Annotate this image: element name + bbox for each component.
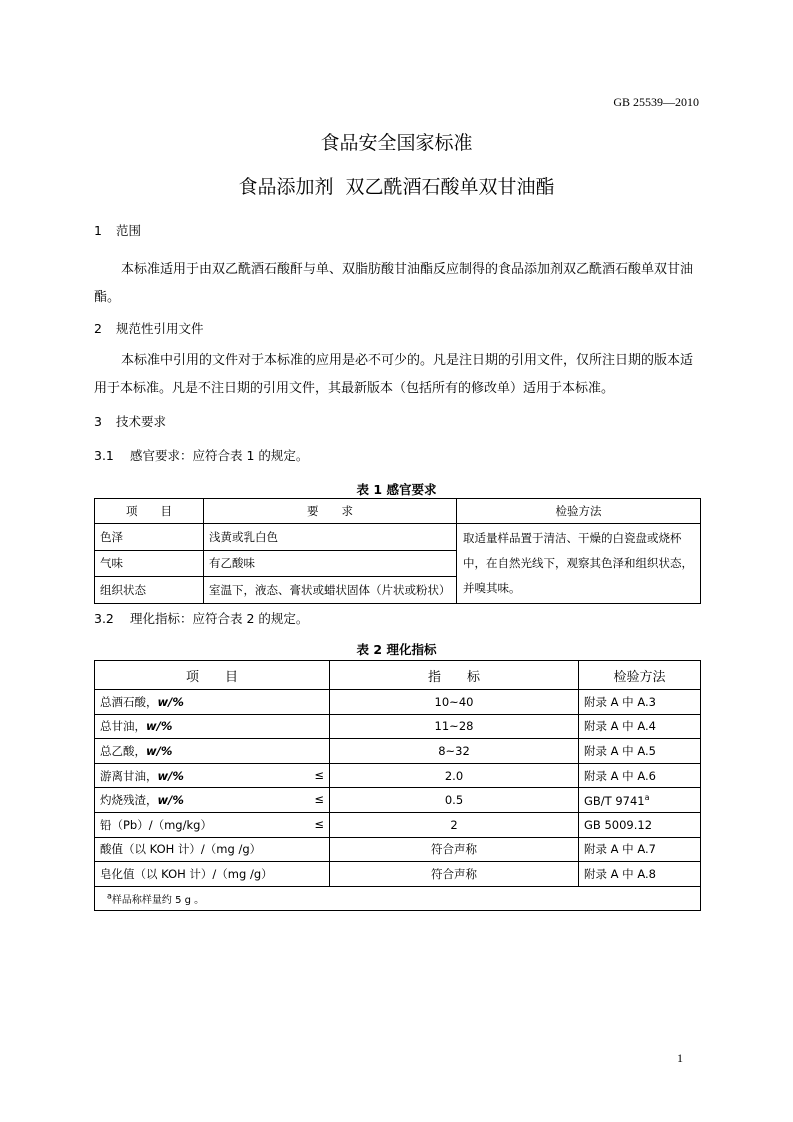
table-cell-method bbox=[579, 862, 701, 887]
item-label: 总甘油， bbox=[100, 719, 146, 734]
page-number: 1 bbox=[677, 1051, 683, 1065]
item-label: 游离甘油， bbox=[100, 768, 158, 783]
method-text: 附录 A 中 A.8 bbox=[584, 866, 656, 881]
table-row bbox=[95, 812, 701, 837]
table-1-caption: 表 1 感官要求 bbox=[356, 482, 437, 497]
section-number: 1 bbox=[94, 223, 102, 238]
table-cell: 有乙酸味 bbox=[204, 550, 457, 577]
table-header-cell: 项 目 bbox=[95, 661, 330, 690]
table-cell-method: 取适量样品置于清洁、干燥的白瓷盘或烧杯中，在自然光线下，观察其色泽和组织状态，并嗅其味。 bbox=[457, 524, 701, 604]
section-title: 理化指标：应符合表 2 的规定。 bbox=[130, 611, 309, 626]
method-text: GB/T 9741 bbox=[584, 793, 645, 808]
section-number: 3 bbox=[94, 414, 102, 429]
table-row bbox=[95, 788, 701, 813]
table-row bbox=[95, 837, 701, 862]
table-cell: 组织状态 bbox=[95, 577, 204, 604]
table-cell-value: 10~40 bbox=[330, 690, 579, 715]
table-cell-method bbox=[579, 739, 701, 764]
table-cell-method bbox=[579, 763, 701, 788]
table-row bbox=[95, 690, 701, 715]
table-2 bbox=[94, 660, 701, 911]
method-text: 附录 A 中 A.3 bbox=[584, 694, 656, 709]
table-header-cell: 检验方法 bbox=[579, 661, 701, 690]
section-title: 技术要求 bbox=[116, 414, 167, 429]
table-row bbox=[95, 739, 701, 764]
section-title: 规范性引用文件 bbox=[116, 321, 204, 336]
method-text: 附录 A 中 A.6 bbox=[584, 768, 656, 783]
section-title: 感官要求：应符合表 1 的规定。 bbox=[130, 448, 309, 463]
table-header-row bbox=[95, 499, 701, 524]
section-number: 2 bbox=[94, 321, 102, 336]
comparison-symbol: ≤ bbox=[314, 816, 324, 831]
item-unit: w/% bbox=[146, 719, 173, 734]
item-label: 灼烧残渣， bbox=[100, 793, 158, 808]
table-1 bbox=[94, 498, 701, 604]
table-row bbox=[95, 763, 701, 788]
method-text: 附录 A 中 A.5 bbox=[584, 743, 656, 758]
section-1-text: 本标准适用于由双乙酰酒石酸酐与单、双脂肪酸甘油酯反应制得的食品添加剂双乙酰酒石酸单双甘油酯。 bbox=[94, 262, 694, 305]
table-cell-item bbox=[95, 763, 330, 788]
table-header-cell: 指 标 bbox=[330, 661, 579, 690]
table-row bbox=[95, 714, 701, 739]
table-cell: 室温下，液态、膏状或蜡状固体（片状或粉状） bbox=[204, 577, 457, 604]
method-text: 附录 A 中 A.7 bbox=[584, 842, 656, 857]
section-1-heading bbox=[94, 221, 141, 239]
section-3-heading bbox=[94, 412, 166, 430]
table-cell-item bbox=[95, 862, 330, 887]
table-cell-value: 2 bbox=[330, 812, 579, 837]
table-header-cell: 检验方法 bbox=[457, 499, 701, 524]
section-3-2-heading bbox=[94, 609, 308, 627]
table-cell-method bbox=[579, 788, 701, 813]
method-text: 附录 A 中 A.4 bbox=[584, 719, 656, 734]
table-cell-item bbox=[95, 837, 330, 862]
section-2-heading bbox=[94, 319, 204, 337]
table-row bbox=[95, 524, 701, 551]
table-cell: 气味 bbox=[95, 550, 204, 577]
table-2-caption: 表 2 理化指标 bbox=[356, 642, 437, 657]
table-cell-value: 符合声称 bbox=[330, 862, 579, 887]
table-cell-value: 2.0 bbox=[330, 763, 579, 788]
item-unit: w/% bbox=[157, 694, 184, 709]
table-row bbox=[95, 862, 701, 887]
comparison-symbol: ≤ bbox=[314, 767, 324, 782]
table-note bbox=[95, 886, 701, 911]
item-label: 总酒石酸， bbox=[100, 694, 158, 709]
item-label: 皂化值（以 KOH 计）/（mg /g） bbox=[100, 866, 273, 881]
table-cell: 色泽 bbox=[95, 524, 204, 551]
table-cell-method bbox=[579, 837, 701, 862]
table-cell-item bbox=[95, 690, 330, 715]
footnote-mark: a bbox=[644, 792, 650, 802]
section-title: 范围 bbox=[116, 223, 142, 238]
item-label: 总乙酸， bbox=[100, 743, 146, 758]
document-title: 食品安全国家标准 bbox=[320, 132, 473, 154]
item-unit: w/% bbox=[146, 743, 173, 758]
standard-code: GB 25539—2010 bbox=[613, 95, 699, 109]
table-cell-value: 0.5 bbox=[330, 788, 579, 813]
item-unit: w/% bbox=[157, 793, 184, 808]
comparison-symbol: ≤ bbox=[314, 792, 324, 807]
item-unit: w/% bbox=[157, 768, 184, 783]
table-cell-value: 8~32 bbox=[330, 739, 579, 764]
item-label: 铅（Pb）/（mg/kg） bbox=[100, 817, 212, 832]
note-text: 样品称样量约 5 g 。 bbox=[111, 895, 205, 907]
table-cell-item bbox=[95, 739, 330, 764]
table-cell-item bbox=[95, 812, 330, 837]
table-cell: 浅黄或乳白色 bbox=[204, 524, 457, 551]
table-cell-value: 符合声称 bbox=[330, 837, 579, 862]
table-cell-method bbox=[579, 714, 701, 739]
table-cell-method bbox=[579, 812, 701, 837]
table-cell-method bbox=[579, 690, 701, 715]
document-subtitle: 食品添加剂 双乙酰酒石酸单双甘油酯 bbox=[238, 176, 555, 198]
section-2-text: 本标准中引用的文件对于本标准的应用是必不可少的。凡是注日期的引用文件，仅所注日期的版本适用于本标准。凡是不注日期的引用文件，其最新版本（包括所有的修改单）适用于本标准。 bbox=[94, 353, 694, 396]
table-header-cell: 要 求 bbox=[204, 499, 457, 524]
table-cell-item bbox=[95, 788, 330, 813]
method-text: GB 5009.12 bbox=[584, 818, 653, 833]
item-label: 酸值（以 KOH 计）/（mg /g） bbox=[100, 842, 262, 857]
section-number: 3.1 bbox=[94, 448, 114, 463]
table-header-row bbox=[95, 661, 701, 690]
table-note-row bbox=[95, 886, 701, 911]
table-cell-value: 11~28 bbox=[330, 714, 579, 739]
section-3-1-heading bbox=[94, 446, 308, 464]
note-mark: a bbox=[107, 891, 112, 901]
section-number: 3.2 bbox=[94, 611, 114, 626]
table-header-cell: 项 目 bbox=[95, 499, 204, 524]
table-cell-item bbox=[95, 714, 330, 739]
